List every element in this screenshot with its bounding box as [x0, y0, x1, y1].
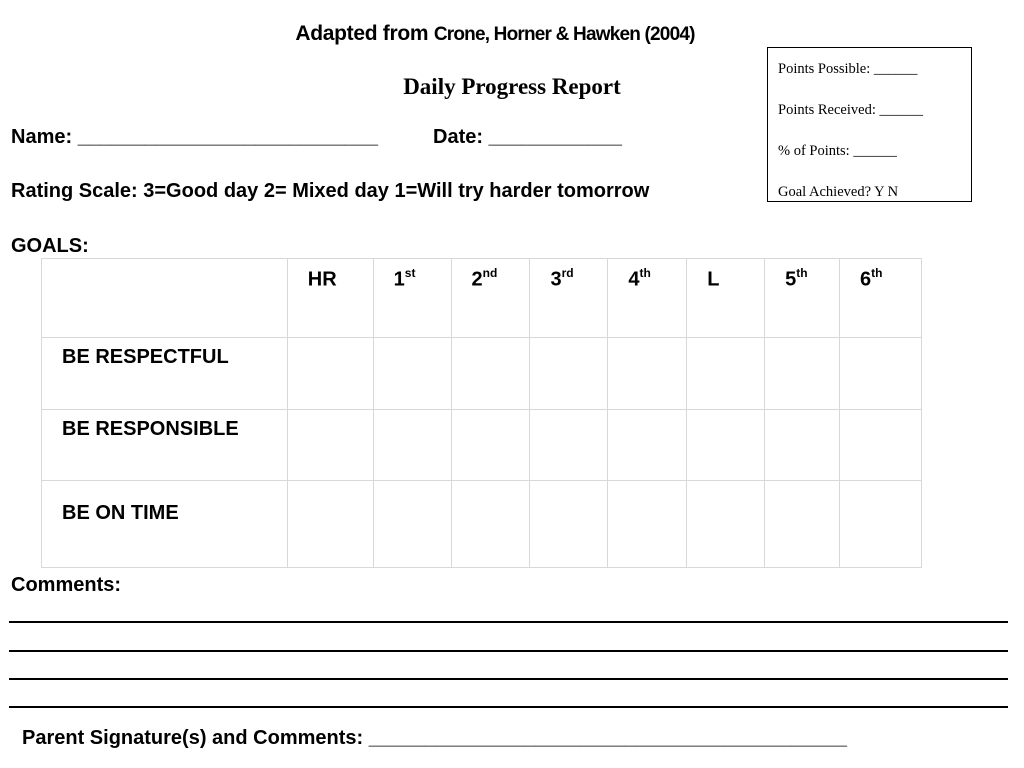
rating-cell[interactable]	[451, 481, 530, 568]
rating-cell[interactable]	[451, 410, 530, 481]
goal-label-on-time: BE ON TIME	[42, 481, 288, 568]
parent-signature-field[interactable]: Parent Signature(s) and Comments: ___________________________________________	[22, 727, 848, 749]
rating-cell[interactable]	[530, 481, 608, 568]
table-row	[42, 410, 922, 481]
table-row	[42, 338, 922, 410]
rating-cell[interactable]	[765, 410, 840, 481]
adapted-prefix: Adapted from	[295, 22, 429, 45]
rating-cell[interactable]	[687, 481, 765, 568]
percent-of-points: % of Points: ______	[778, 143, 897, 159]
period-header-3rd: 3rd	[530, 259, 608, 338]
rating-cell[interactable]	[687, 338, 765, 410]
rating-cell[interactable]	[287, 338, 373, 410]
rating-cell[interactable]	[373, 410, 451, 481]
period-header-4th: 4th	[608, 259, 687, 338]
comment-line[interactable]	[9, 678, 1008, 680]
adapted-authors: Crone, Horner & Hawken (2004)	[433, 24, 695, 45]
adapted-from-line	[0, 22, 990, 46]
comment-line[interactable]	[9, 621, 1008, 623]
rating-cell[interactable]	[608, 481, 687, 568]
rating-cell[interactable]	[530, 338, 608, 410]
report-title: Daily Progress Report	[403, 74, 621, 99]
goals-label: GOALS:	[11, 235, 89, 257]
rating-cell[interactable]	[451, 338, 530, 410]
period-header-6th: 6th	[840, 259, 922, 338]
points-possible: Points Possible: ______	[778, 61, 918, 77]
goal-label-respectful: BE RESPECTFUL	[42, 338, 288, 410]
rating-cell[interactable]	[608, 410, 687, 481]
rating-cell[interactable]	[840, 481, 922, 568]
goal-achieved: Goal Achieved? Y N	[778, 184, 899, 200]
rating-cell[interactable]	[765, 338, 840, 410]
rating-cell[interactable]	[608, 338, 687, 410]
period-header-lunch: L	[687, 259, 765, 338]
rating-cell[interactable]	[840, 338, 922, 410]
rating-cell[interactable]	[840, 410, 922, 481]
rating-cell[interactable]	[687, 410, 765, 481]
points-box	[767, 47, 972, 202]
comments-label: Comments:	[11, 574, 122, 596]
goals-table	[41, 258, 922, 568]
rating-cell[interactable]	[287, 481, 373, 568]
date-field[interactable]: Date: ____________	[433, 126, 623, 148]
name-field[interactable]: Name: ___________________________	[11, 126, 379, 148]
period-header-2nd: 2nd	[451, 259, 530, 338]
rating-cell[interactable]	[287, 410, 373, 481]
table-header-row	[42, 259, 922, 338]
rating-cell[interactable]	[530, 410, 608, 481]
period-header-5th: 5th	[765, 259, 840, 338]
comment-line[interactable]	[9, 650, 1008, 652]
period-header-hr: HR	[287, 259, 373, 338]
rating-cell[interactable]	[373, 481, 451, 568]
table-corner-cell	[42, 259, 288, 338]
rating-cell[interactable]	[373, 338, 451, 410]
goal-label-responsible: BE RESPONSIBLE	[42, 410, 288, 481]
points-received: Points Received: ______	[778, 102, 923, 118]
rating-cell[interactable]	[765, 481, 840, 568]
rating-scale: Rating Scale: 3=Good day 2= Mixed day 1=Will try harder tomorrow	[11, 180, 650, 202]
comment-line[interactable]	[9, 706, 1008, 708]
table-row	[42, 481, 922, 568]
period-header-1st: 1st	[373, 259, 451, 338]
